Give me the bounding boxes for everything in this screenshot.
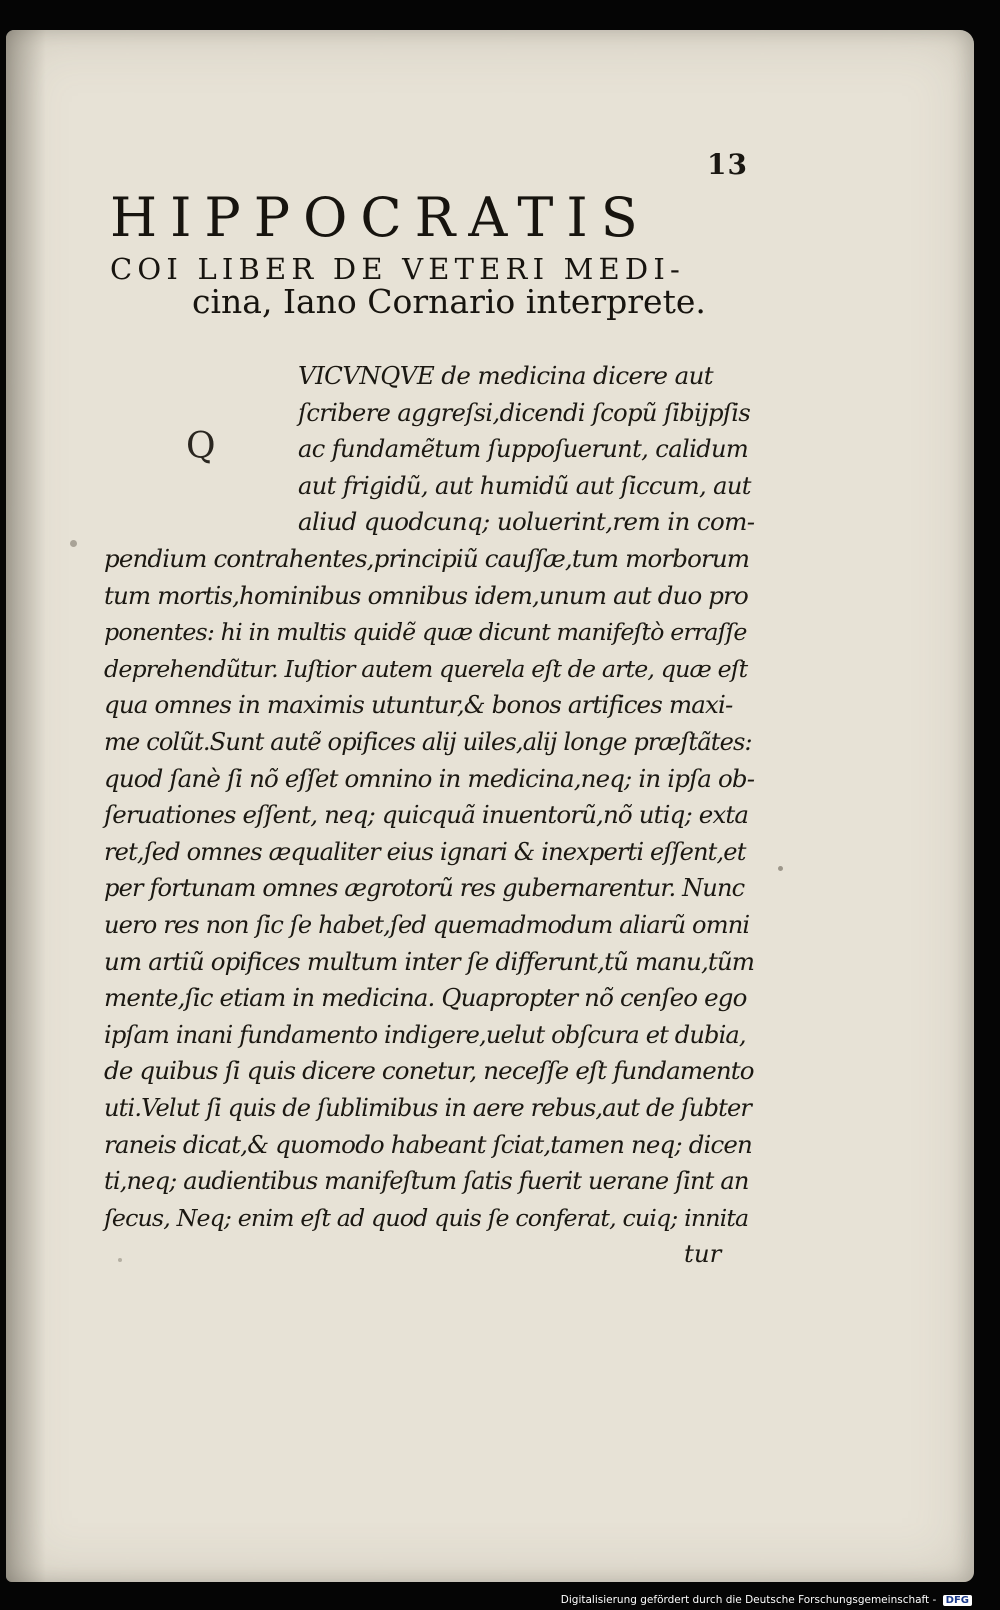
text-line: ipſam inani fundamento indigere,uelut obſcura et dubia, (104, 1020, 746, 1049)
paper-speck (70, 540, 77, 547)
page-gutter-shadow (6, 30, 46, 1582)
title-line-1: HIPPOCRATIS (110, 186, 651, 249)
paper-speck (118, 1258, 122, 1262)
digitization-credit (561, 1594, 972, 1606)
text-line: um artiũ opifices multum inter ſe differunt,tũ manu,tũm (104, 946, 755, 976)
text-line: ret,ſed omnes æqualiter eius ignari & inexperti eſſent,et (104, 837, 746, 866)
text-line: ſcribere aggreſsi,dicendi ſcopũ ſibijpſis (298, 398, 751, 427)
dfg-logo: DFG (943, 1595, 972, 1606)
text-line: raneis dicat,& quomodo habeant ſciat,tamen neq; dicen (104, 1129, 752, 1159)
text-line: mente,ſic etiam in medicina. Quapropter nõ cenſeo ego (104, 983, 747, 1013)
text-line: per fortunam omnes ægrotorũ res gubernarentur. Nunc (104, 874, 745, 903)
text-line: tum mortis,hominibus omnibus idem,unum aut duo pro (104, 580, 748, 610)
drop-initial: Q (186, 426, 216, 467)
text-line: ſecus, Neq; enim eſt ad quod quis ſe conferat, cuiq; innita (104, 1203, 749, 1232)
text-line: qua omnes in maximis utuntur,& bonos artifices maxi- (104, 690, 733, 720)
text-line: de quibus ſi quis dicere conetur, neceſſe eſt fundamento (104, 1056, 754, 1086)
title-line-3: cina, Iano Cornario interprete. (192, 282, 706, 321)
text-line: ponentes: hi in multis quidẽ quæ dicunt manifeſtò erraſſe (104, 618, 747, 647)
title-line-2: COI LIBER DE VETERI MEDI- (110, 252, 686, 286)
text-line: pendium contrahentes,principiũ cauſſæ,tum morborum (104, 544, 750, 573)
text-line: me colũt.Sunt autẽ opifices alij uiles,alij longe præſtãtes: (104, 728, 752, 756)
text-line: ac fundamẽtum ſuppoſuerunt, calidum (298, 435, 749, 464)
paper-speck (778, 866, 783, 871)
text-line: uti.Velut ſi quis de ſublimibus in aere rebus,aut de ſubter (104, 1094, 752, 1122)
text-line: uero res non ſic ſe habet,ſed quemadmodum aliarũ omni (104, 911, 750, 939)
folio-number: 13 (707, 148, 748, 181)
text-line: quod ſanè ſi nõ eſſet omnino in medicina,neq; in ipſa ob- (104, 763, 755, 793)
text-line: ſeruationes eſſent, neq; quicquã inuentorũ,nõ utiq; exta (104, 800, 749, 830)
text-line: VICVNQVE de medicina dicere aut (298, 361, 714, 390)
text-line: ti,neq; audientibus manifeſtum ſatis fuerit uerane ſint an (104, 1167, 749, 1196)
text-line: deprehendũtur. Iuſtior autem querela eſt de arte, quæ eſt (104, 654, 748, 683)
credit-text: Digitalisierung gefördert durch die Deutsche Forschungsgemeinschaft - (560, 1594, 937, 1606)
text-line: aliud quodcunq; uoluerint,rem in com- (298, 507, 755, 537)
catchword: tur (684, 1239, 722, 1268)
text-line: aut frigidũ, aut humidũ aut ſiccum, aut (298, 471, 751, 500)
